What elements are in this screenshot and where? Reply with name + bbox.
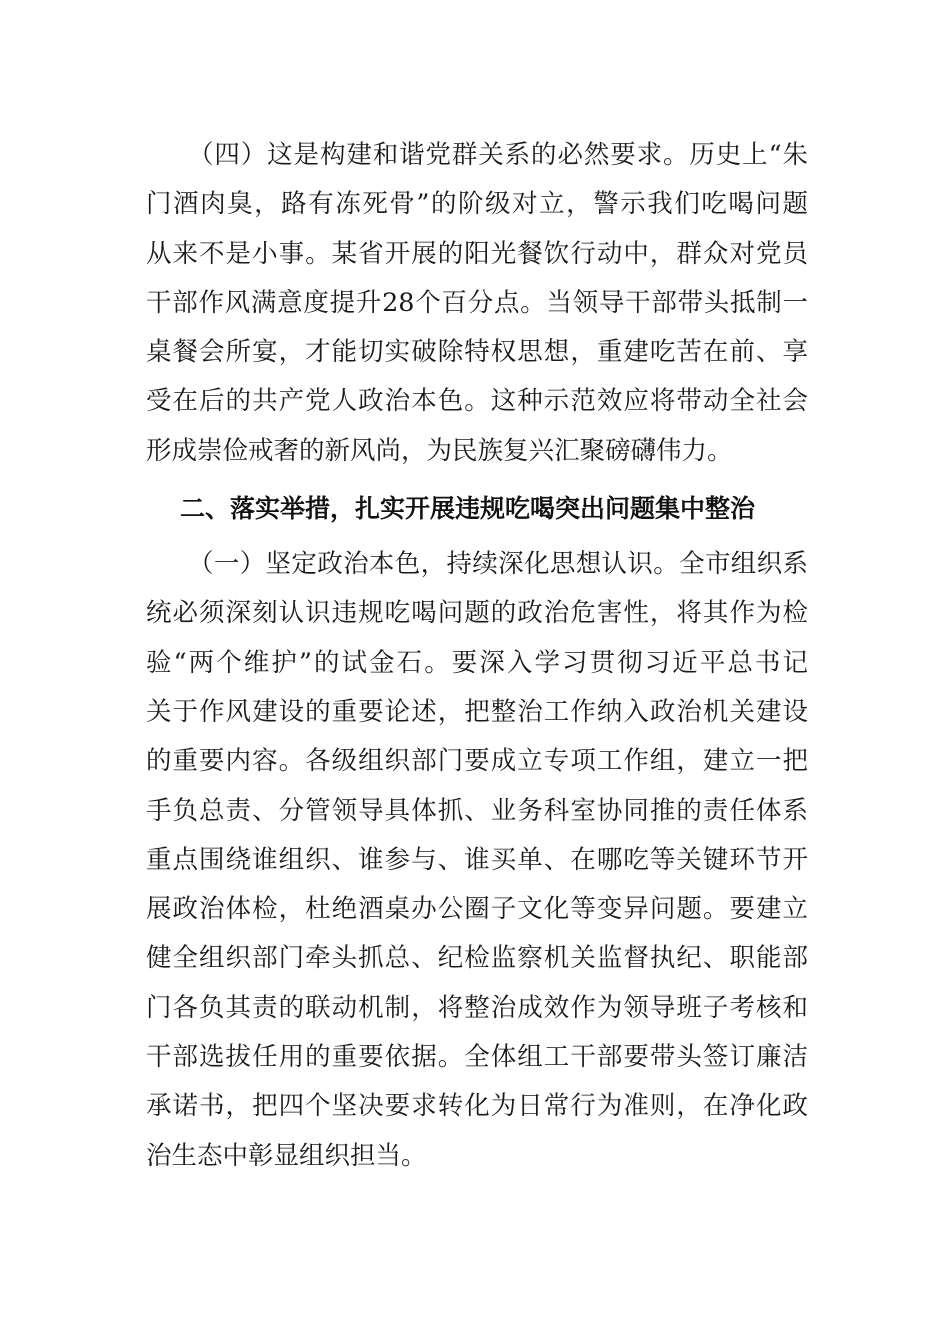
text-line: 干部作风满意度提升28个百分点。当领导干部带头抵制一 <box>146 287 808 318</box>
text-line: 形成崇俭戒奢的新风尚，为民族复兴汇聚磅礴伟力。 <box>146 435 733 466</box>
paragraph-1-political <box>146 540 808 1181</box>
text-line: 门各负其责的联动机制，将整治成效作为领导班子考核和 <box>146 992 808 1023</box>
paragraph-4-harmony <box>146 131 808 476</box>
text-line: 桌餐会所宴，才能切实破除特权思想，重建吃苦在前、享 <box>146 337 808 368</box>
text-line: 关于作风建设的重要论述，把整治工作纳入政治机关建设 <box>146 696 808 727</box>
text-line: 健全组织部门牵头抓总、纪检监察机关监督执纪、职能部 <box>146 943 808 974</box>
text-line: （四）这是构建和谐党群关系的必然要求。历史上“朱 <box>188 140 808 170</box>
text-line: 干部选拔任用的重要依据。全体组工干部要带头签订廉洁 <box>146 1042 808 1073</box>
text-line: 治生态中彰显组织担当。 <box>146 1140 427 1171</box>
text-line: 门酒肉臭，路有冻死骨”的阶级对立，警示我们吃喝问题 <box>146 189 808 220</box>
text-line: 展政治体检，杜绝酒桌办公圈子文化等变异问题。要建立 <box>146 894 808 925</box>
text-line: 统必须深刻认识违规吃喝问题的政治危害性，将其作为检 <box>146 598 808 629</box>
section-heading: 二、落实举措，扎实开展违规吃喝突出问题集中整治 <box>180 494 756 524</box>
text-line: 重点围绕谁组织、谁参与、谁买单、在哪吃等关键环节开 <box>146 844 808 875</box>
text-line: 的重要内容。各级组织部门要成立专项工作组，建立一把 <box>146 746 808 777</box>
text-line: （一）坚定政治本色，持续深化思想认识。全市组织系 <box>188 549 808 580</box>
text-line: 受在后的共产党人政治本色。这种示范效应将带动全社会 <box>146 386 808 417</box>
document-body <box>146 131 808 1181</box>
text-line: 承诺书，把四个坚决要求转化为日常行为准则，在净化政 <box>146 1091 808 1122</box>
text-line: 手负总责、分管领导具体抓、业务科室协同推的责任体系 <box>146 795 808 826</box>
text-line: 从来不是小事。某省开展的阳光餐饮行动中，群众对党员 <box>146 238 808 269</box>
text-line: 验“两个维护”的试金石。要深入学习贯彻习近平总书记 <box>146 647 808 678</box>
